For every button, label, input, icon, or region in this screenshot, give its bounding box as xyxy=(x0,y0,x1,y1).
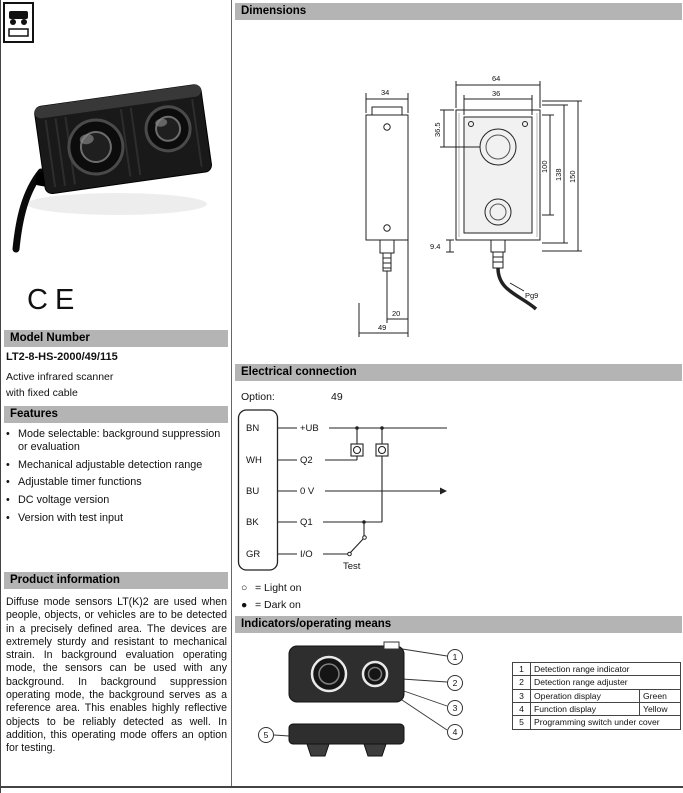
dim-36: 36 xyxy=(492,89,501,98)
column-divider xyxy=(231,0,232,788)
row-value: Yellow xyxy=(640,702,681,715)
dim-138: 138 xyxy=(554,168,563,181)
features-list xyxy=(6,428,227,530)
feature-text: Mechanical adjustable detection range xyxy=(18,458,203,471)
row-desc: Programming switch under cover xyxy=(531,716,681,729)
wiring-diagram xyxy=(237,408,482,573)
product-photo xyxy=(7,44,225,274)
table-row xyxy=(513,676,681,689)
wire-signal: Q1 xyxy=(300,517,313,528)
row-num: 1 xyxy=(513,663,531,676)
table-row xyxy=(513,689,681,702)
product-info-text: Diffuse mode sensors LT(K)2 are used when people, objects, or vehicles are to be detected in a precisely defined area. The devices are extremely sturdy and resistant to mechanical strain. In background evaluation operating mode, the sensors can be used with any background. In background suppression operating mode, the background serves as a reference area. This enables highly reflective objects to be reliably detected as well. In addition, this operating mode offers an option for testing. xyxy=(6,596,227,755)
row-num: 5 xyxy=(513,716,531,729)
model-desc-2: with fixed cable xyxy=(6,387,78,399)
indicators-drawing xyxy=(251,640,486,772)
table-row xyxy=(513,716,681,729)
bullet-icon: • xyxy=(6,476,10,489)
dim-9-4: 9.4 xyxy=(430,242,441,251)
dim-pg9: Pg9 xyxy=(525,291,539,300)
table-row xyxy=(513,702,681,715)
option-label: Option: xyxy=(241,391,275,403)
indicators-header: Indicators/operating means xyxy=(235,616,682,633)
dimension-drawing xyxy=(296,55,626,355)
model-number-header: Model Number xyxy=(4,330,228,347)
dim-100: 100 xyxy=(540,160,549,173)
callout-4: 4 xyxy=(452,727,458,737)
wire-signal: I/O xyxy=(300,549,313,560)
feature-text: Version with test input xyxy=(18,511,124,524)
row-num: 2 xyxy=(513,676,531,689)
feature-text: DC voltage version xyxy=(18,494,110,507)
indicator-table xyxy=(512,662,681,730)
wire-code: BK xyxy=(246,517,259,528)
electrical-header: Electrical connection xyxy=(235,364,682,381)
wire-code: BN xyxy=(246,423,260,434)
model-desc-1: Active infrared scanner xyxy=(6,371,114,383)
row-num: 3 xyxy=(513,689,531,702)
wire-code: BU xyxy=(246,486,260,497)
feature-text: Mode selectable: background suppression or evaluation xyxy=(18,428,221,453)
row-desc: Detection range indicator xyxy=(531,663,681,676)
features-header: Features xyxy=(4,406,228,423)
wire-signal: 0 V xyxy=(300,486,315,497)
row-value: Green xyxy=(640,689,681,702)
legend-text: = Light on xyxy=(255,582,302,594)
row-desc: Detection range adjuster xyxy=(531,676,681,689)
callout-5: 5 xyxy=(263,730,269,740)
feature-item xyxy=(6,494,227,507)
feature-item xyxy=(6,459,227,472)
product-info-header: Product information xyxy=(4,572,228,589)
wire-signal: Q2 xyxy=(300,455,313,466)
bullet-icon: • xyxy=(6,511,10,524)
dim-49: 49 xyxy=(378,323,387,332)
bullet-icon: • xyxy=(6,428,10,440)
option-value: 49 xyxy=(331,391,343,403)
wire-code: WH xyxy=(246,455,262,466)
bullet-icon: • xyxy=(6,458,10,471)
row-desc: Operation display xyxy=(531,689,640,702)
light-on-icon: ○ xyxy=(241,582,248,594)
table-row xyxy=(513,663,681,676)
dim-34: 34 xyxy=(381,88,390,97)
bullet-icon: • xyxy=(6,494,10,507)
dim-20: 20 xyxy=(392,309,401,318)
wire-code: GR xyxy=(246,549,261,560)
row-desc: Function display xyxy=(531,702,640,715)
feature-text: Adjustable timer functions xyxy=(18,476,142,489)
dim-150: 150 xyxy=(568,170,577,183)
ce-mark: CE xyxy=(27,284,82,316)
dim-64: 64 xyxy=(492,74,501,83)
legend-text: = Dark on xyxy=(255,599,301,611)
wire-signal: +UB xyxy=(300,423,319,434)
legend-dark-on xyxy=(241,599,301,611)
feature-item xyxy=(6,512,227,525)
dark-on-icon: ● xyxy=(241,599,248,611)
legend-light-on xyxy=(241,582,301,594)
feature-item xyxy=(6,428,227,454)
callout-1: 1 xyxy=(452,652,458,662)
feature-item xyxy=(6,476,227,489)
dim-36-5: 36.5 xyxy=(433,122,442,137)
model-number: LT2-8-HS-2000/49/115 xyxy=(6,351,118,363)
test-label: Test xyxy=(343,561,361,572)
vehicle-detection-icon xyxy=(3,2,34,43)
callout-3: 3 xyxy=(452,703,458,713)
row-num: 4 xyxy=(513,702,531,715)
page-bottom-rule xyxy=(1,786,683,788)
callout-2: 2 xyxy=(452,678,458,688)
dimensions-header: Dimensions xyxy=(235,3,682,20)
